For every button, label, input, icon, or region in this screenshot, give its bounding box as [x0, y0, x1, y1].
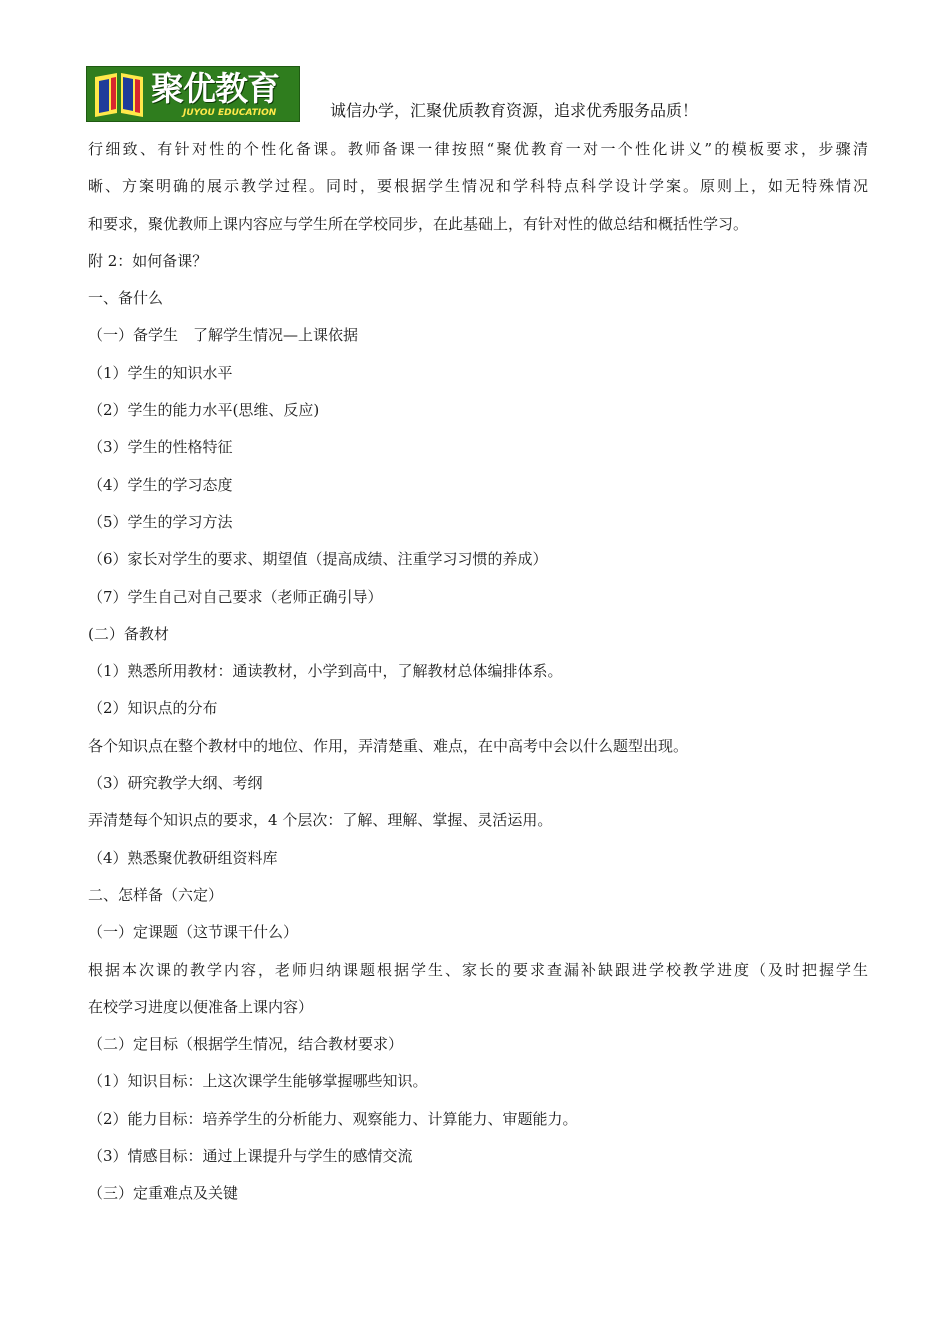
list-item: （1）熟悉所用教材：通读教材，小学到高中，了解教材总体编排体系。 — [88, 662, 563, 681]
list-item: （4）学生的学习态度 — [88, 475, 233, 494]
paragraph-line: 根据本次课的教学内容，老师归纳课题根据学生、家长的要求查漏补缺跟进学校教学进度（及时把握学生 — [88, 960, 868, 979]
list-item: （3）研究教学大纲、考纲 — [88, 774, 263, 793]
list-item: （1）学生的知识水平 — [88, 363, 233, 382]
subsection-heading: （一）定课题（这节课干什么） — [88, 923, 299, 942]
open-book-icon — [87, 67, 157, 122]
subsection-heading: （三）定重难点及关键 — [88, 1184, 239, 1203]
paragraph-line: 晰、方案明确的展示教学过程。同时，要根据学生情况和学科特点科学设计学案。原则上，如无特殊情况 — [88, 177, 868, 196]
logo-english-text: JUYOU EDUCATION — [183, 108, 277, 118]
paragraph-line: 行细致、有针对性的个性化备课。教师备课一律按照“聚优教育一对一个性化讲义”的模板要求，步骤清 — [88, 140, 868, 158]
list-item: （2）能力目标：培养学生的分析能力、观察能力、计算能力、审题能力。 — [88, 1109, 578, 1128]
list-item: （7）学生自己对自己要求（老师正确引导） — [88, 587, 383, 606]
subsection-heading: (二）备教材 — [88, 624, 169, 643]
list-item: （2）学生的能力水平(思维、反应) — [88, 401, 320, 420]
paragraph-line: 在校学习进度以便准备上课内容） — [88, 997, 314, 1016]
header-slogan: 诚信办学，汇聚优质教育资源，追求优秀服务品质！ — [330, 101, 699, 120]
subsection-heading: （二）定目标（根据学生情况，结合教材要求） — [88, 1035, 404, 1054]
list-item: （5）学生的学习方法 — [88, 512, 233, 531]
list-item: （3）情感目标：通过上课提升与学生的感情交流 — [88, 1147, 413, 1166]
list-item: （4）熟悉聚优教研组资料库 — [88, 848, 278, 867]
list-item: （2）知识点的分布 — [88, 699, 218, 718]
subsection-heading: （一）备学生 了解学生情况—上课依据 — [88, 326, 359, 345]
appendix-heading: 附 2：如何备课？ — [88, 251, 208, 270]
juyou-logo — [86, 66, 300, 122]
logo-chinese-text: 聚优教育 — [151, 69, 279, 108]
section-heading: 二、怎样备（六定） — [88, 885, 224, 904]
page-header — [86, 66, 886, 124]
paragraph-line: 和要求，聚优教师上课内容应与学生所在学校同步，在此基础上，有针对性的做总结和概括性学习。 — [88, 214, 749, 233]
paragraph-line: 弄清楚每个知识点的要求，4 个层次：了解、理解、掌握、灵活运用。 — [88, 811, 553, 830]
list-item: （1）知识目标：上这次课学生能够掌握哪些知识。 — [88, 1072, 428, 1091]
section-heading: 一、备什么 — [88, 289, 164, 308]
document-body — [88, 131, 868, 1213]
list-item: （6）家长对学生的要求、期望值（提高成绩、注重学习习惯的养成） — [88, 550, 548, 569]
paragraph-line: 各个知识点在整个教材中的地位、作用，弄清楚重、难点，在中高考中会以什么题型出现。 — [88, 736, 689, 755]
list-item: （3）学生的性格特征 — [88, 438, 233, 457]
